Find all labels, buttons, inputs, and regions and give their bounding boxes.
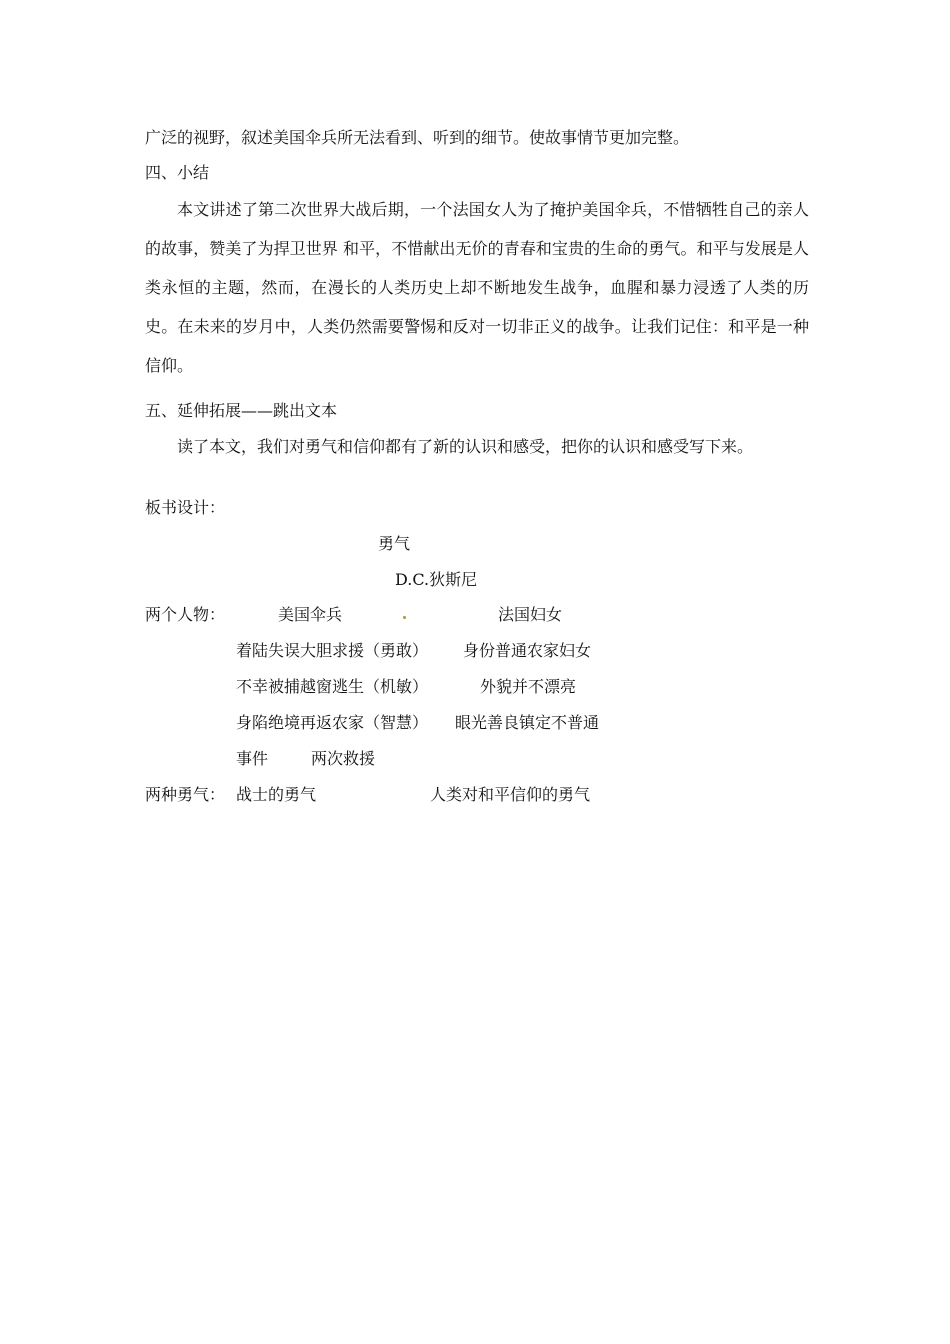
section4-paragraph: 本文讲述了第二次世界大战后期，一个法国女人为了掩护美国伞兵，不惜牺牲自己的亲人的故事，赞美了为捍卫世界 和平，不惜献出无价的青春和宝贵的生命的勇气。和平与发展是人类永恒的主题，然而，在漫长的人类历史上却不断地发生战争，血腥和暴力浸透了人类的历史。在未来的岁月中，人类仍然需要警惕和反对一切非正义的战争。让我们记住：和平是一种信仰。 — [145, 200, 809, 375]
character-left: 美国伞兵 — [278, 605, 343, 624]
character-right: 法国妇女 — [498, 605, 563, 624]
stray-mark — [403, 616, 406, 619]
board-title: 勇气 — [378, 534, 411, 553]
board-label: 板书设计： — [145, 498, 226, 517]
characters-label: 两个人物： — [145, 605, 226, 624]
courage-right: 人类对和平信仰的勇气 — [430, 785, 591, 804]
row-right-2: 外貌并不漂亮 — [480, 677, 577, 696]
row-left-2: 不幸被捕越窗逃生（机敏） — [236, 677, 429, 696]
courage-label: 两种勇气： — [145, 785, 226, 804]
courage-left: 战士的勇气 — [236, 785, 317, 804]
event-value: 两次救援 — [311, 749, 376, 768]
event-label: 事件 — [236, 749, 269, 768]
continuation-text: 广泛的视野，叙述美国伞兵所无法看到、听到的细节。使故事情节更加完整。 — [145, 128, 690, 147]
section5-heading: 五、延伸拓展——跳出文本 — [145, 401, 338, 420]
row-right-3: 眼光善良镇定不普通 — [455, 713, 600, 732]
section5-paragraph: 读了本文，我们对勇气和信仰都有了新的认识和感受，把你的认识和感受写下来。 — [177, 437, 754, 456]
row-left-3: 身陷绝境再返农家（智慧） — [236, 713, 429, 732]
board-author: D.C.狄斯尼 — [395, 570, 478, 589]
row-right-1: 身份普通农家妇女 — [463, 641, 592, 660]
row-left-1: 着陆失误大胆求援（勇敢） — [236, 641, 429, 660]
section4-heading: 四、小结 — [145, 163, 210, 182]
